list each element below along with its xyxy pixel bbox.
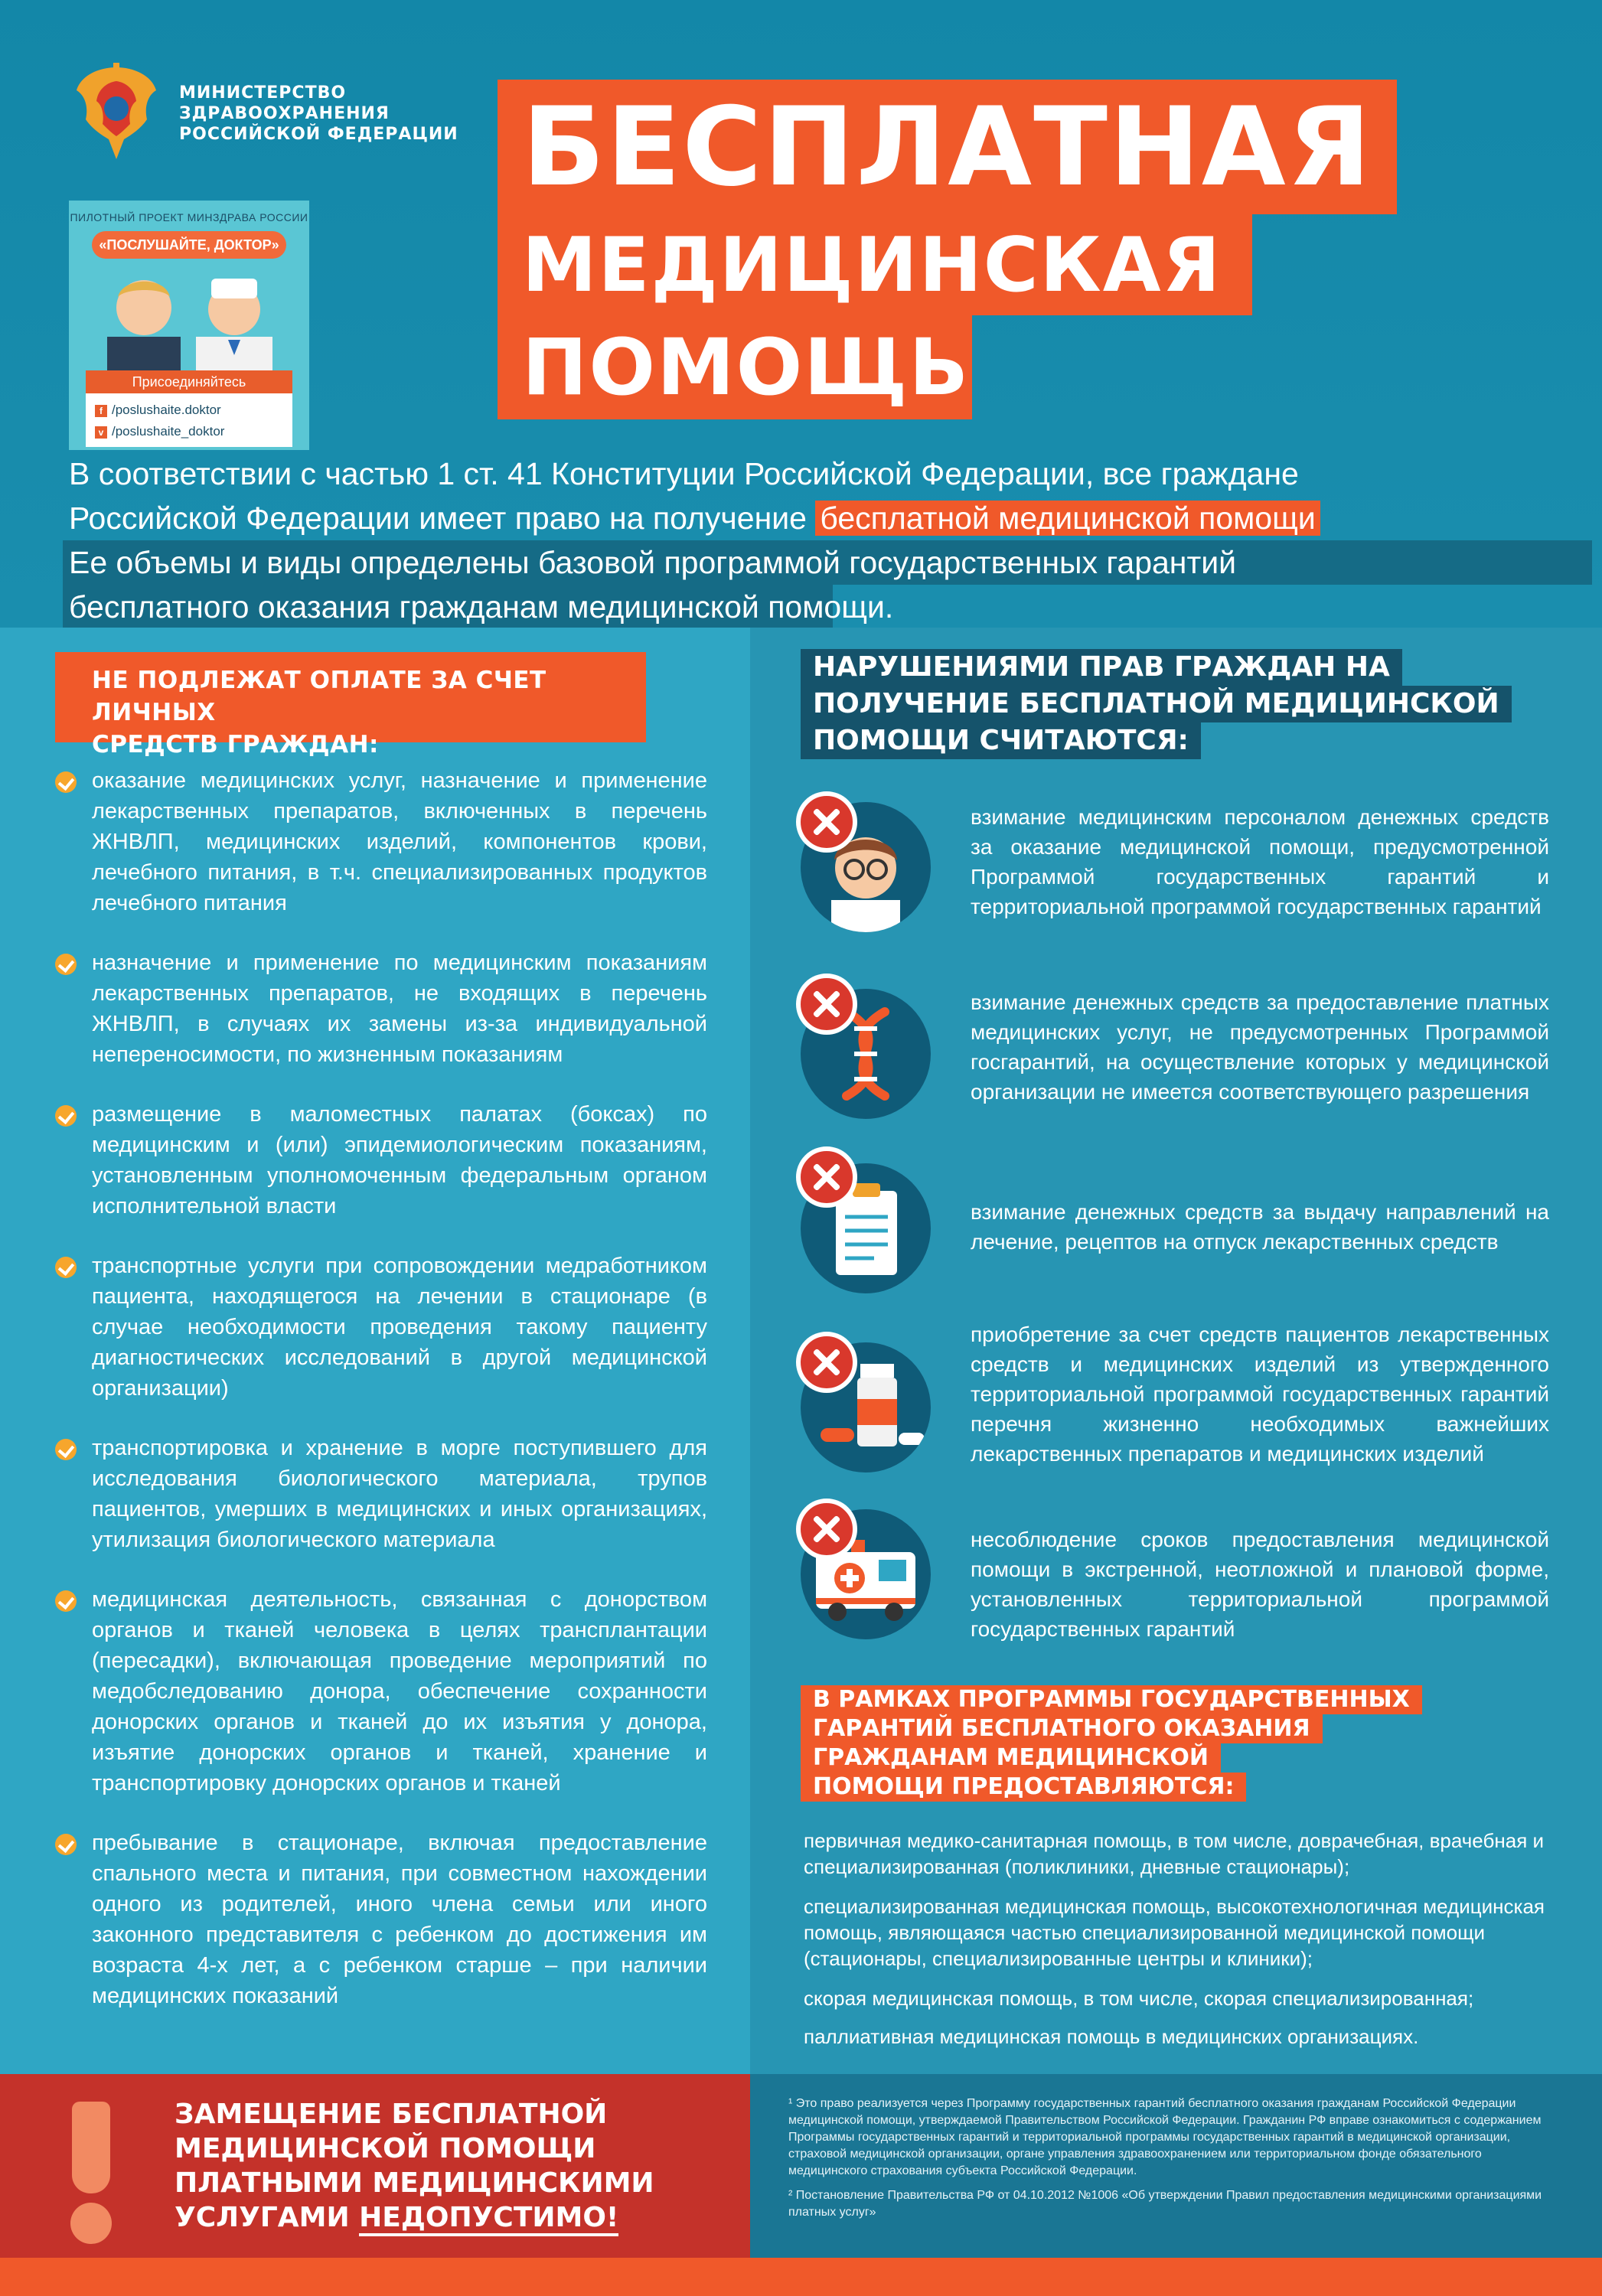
exclamation-icon (64, 2102, 118, 2239)
promo-subtitle: ПИЛОТНЫЙ ПРОЕКТ МИНЗДРАВА РОССИИ (70, 211, 308, 223)
patient-doctor-illustration (92, 263, 286, 370)
prohibited-icon (796, 974, 857, 1035)
check-icon (55, 771, 77, 793)
ministry-line-3: РОССИЙСКОЙ ФЕДЕРАЦИИ (179, 124, 458, 144)
check-icon (55, 954, 77, 975)
ministry-line-2: ЗДРАВООХРАНЕНИЯ (179, 103, 390, 123)
check-icon (55, 1834, 77, 1855)
footnotes (750, 2074, 1602, 2258)
program-item: паллиативная медицинская помощь в медицинских организациях. (804, 2025, 1419, 2048)
warning-block (0, 2074, 750, 2258)
prohibited-icon (796, 1146, 857, 1208)
program-item: скорая медицинская помощь, в том числе, скорая специализированная; (804, 1987, 1474, 2010)
intro-line-4: бесплатного оказания гражданам медицинской помощи. (63, 585, 833, 629)
list-item: назначение и применение по медицинским показаниям лекарственных препаратов, не входящих в перечень ЖНВЛП, в случаях их замены из-за индивидуальной непереносимости, по жизненным показаниям (55, 947, 707, 1070)
ministry-line-1: МИНИСТЕРСТВО (179, 83, 347, 103)
check-icon (55, 1590, 77, 1612)
violation-item-3 (801, 1157, 1551, 1310)
promo-join: Присоединяйтесь (86, 370, 292, 393)
violation-text: несоблюдение сроков предоставления медицинской помощи в экстренной, неотложной и плановой форме, установленных территориальной программой государственных гарантий (971, 1528, 1549, 1641)
list-item: размещение в маломестных палатах (боксах) по медицинским и (или) эпидемиологическим показаниям, установленным уполномоченным федеральным органом исполнительной власти (55, 1099, 707, 1221)
main-title (498, 80, 1397, 419)
header-section (0, 0, 1602, 628)
list-item: пребывание в стационаре, включая предоставление спального места и питания, при совместном нахождении одного из родителей, иного члена семьи или иного законного представителя с ребенком до достижения им возраста 4-х лет, а с ребенком старше – при наличии медицинских показаний (55, 1828, 707, 2011)
ministry-block (69, 60, 458, 167)
violation-item-4 (801, 1319, 1551, 1488)
intro-line-1: В соответствии с частью 1 ст. 41 Конституции Российской Федерации, все граждане (69, 456, 1299, 491)
violation-item-1 (801, 802, 1551, 955)
check-icon (55, 1105, 77, 1127)
footnote-2: ² Постановление Правительства РФ от 04.10.2012 №1006 «Об утверждении Правил предоставления медицинскими организациями платных услуг» (788, 2189, 1542, 2219)
violation-text: приобретение за счет средств пациентов лекарственных средств и медицинских изделий из утвержденного территориальной программой государственных гарантий перечня жизненно необходимых важнейших лекарственных препаратов и медицинских изделий (971, 1322, 1549, 1466)
list-item: транспортные услуги при сопровождении медработником пациента, находящегося на лечении в стационаре (в случае необходимости проведения такому пациенту диагностических исследований в другой медицинской организации) (55, 1251, 707, 1404)
list-item: оказание медицинских услуг, назначение и применение лекарственных препаратов, включенных в перечень ЖНВЛП, медицинских изделий, компонентов крови, лечебного питания, в т.ч. специализированных продуктов лечебного питания (55, 765, 707, 918)
list-item: медицинская деятельность, связанная с донорством органов и тканей человека в целях трансплантации (пересадки), включающая проведение мероприятий по медобследованию донора, обеспечение сохранности донорских органов и тканей до их изъятия у донора, изъятие донорских органов и тканей, хранение и транспортировку донорских органов и тканей (55, 1584, 707, 1799)
intro-text (63, 452, 1592, 629)
prohibited-icon (796, 791, 857, 853)
intro-line-2: Российской Федерации имеет право на получение бесплатной медицинской помощи (63, 496, 1592, 540)
title-line-1: БЕСПЛАТНАЯ (498, 80, 1397, 214)
promo-card (69, 201, 309, 450)
facebook-icon: f (95, 405, 107, 417)
prohibited-icon (796, 1332, 857, 1393)
free-services-list (55, 765, 707, 2040)
violation-item-2 (801, 984, 1551, 1137)
vk-link[interactable]: v /poslushaite_doktor (95, 424, 224, 439)
program-item: специализированная медицинская помощь, высокотехнологичная медицинская помощь, являющаяся частью специализированной медицинской помощи (стационары, специализированные центры и клиники); (804, 1895, 1545, 1970)
violations-heading: НАРУШЕНИЯМИ ПРАВ ГРАЖДАН НА ПОЛУЧЕНИЕ БЕСПЛАТНОЙ МЕДИЦИНСКОЙ ПОМОЩИ СЧИТАЮТСЯ: (801, 649, 1512, 759)
warning-text: ЗАМЕЩЕНИЕ БЕСПЛАТНОЙ МЕДИЦИНСКОЙ ПОМОЩИ ПЛАТНЫМИ МЕДИЦИНСКИМИ УСЛУГАМИ НЕДОПУСТИМО! (175, 2097, 654, 2235)
bottom-strip (0, 2258, 1602, 2296)
violation-text: взимание денежных средств за выдачу направлений на лечение, рецептов на отпуск лекарственных средств (971, 1200, 1549, 1254)
promo-banner: «ПОСЛУШАЙТЕ, ДОКТОР» (92, 231, 286, 259)
check-icon (55, 1257, 77, 1278)
warning-emphasis: НЕДОПУСТИМО! (359, 2202, 618, 2236)
program-item: первичная медико-санитарная помощь, в том числе, доврачебная, врачебная и специализированная (поликлиники, дневные стационары); (804, 1829, 1545, 1878)
violation-text: взимание денежных средств за предоставление платных медицинских услуг, не предусмотренных Программой госгарантий, на осуществление которых у медицинской организации не имеется соответствующего разрешения (971, 990, 1549, 1104)
coat-of-arms-icon (69, 60, 164, 167)
facebook-link[interactable]: f /poslushaite.doktor (95, 403, 221, 418)
violation-text: взимание медицинским персоналом денежных средств за оказание медицинской помощи, предусмотренной Программой государственных гарантий и территориальной программой государственных гарантий (971, 805, 1549, 918)
vk-icon: v (95, 426, 107, 439)
title-line-2: МЕДИЦИНСКАЯ (498, 214, 1252, 315)
free-services-heading: НЕ ПОДЛЕЖАТ ОПЛАТЕ ЗА СЧЕТ ЛИЧНЫХ СРЕДСТВ ГРАЖДАН: (55, 652, 646, 742)
footnote-1: ¹ Это право реализуется через Программу государственных гарантий бесплатного оказания гражданам Российской Федерации медицинской помощи, утверждаемой Правительством Российской Федерации. Гражданин РФ вправе ознакомиться с содержанием Программы государственных гарантий и территориальной программы государственных гарантий в медицинской организации, страховой медицинской организации, органе управления здравоохранением или территориальном фонде обязательного медицинского страхования субъекта Российской Федерации. (788, 2097, 1542, 2177)
check-icon (55, 1439, 77, 1460)
program-heading: В РАМКАХ ПРОГРАММЫ ГОСУДАРСТВЕННЫХ ГАРАНТИЙ БЕСПЛАТНОГО ОКАЗАНИЯ ГРАЖДАНАМ МЕДИЦИНСКОЙ ПОМОЩИ ПРЕДОСТАВЛЯЮТСЯ: (801, 1685, 1422, 1802)
list-item: транспортировка и хранение в морге поступившего для исследования биологического материала, трупов пациентов, умерших в медицинских и иных организациях, утилизация биологического материала (55, 1433, 707, 1555)
prohibited-icon (796, 1499, 857, 1560)
violation-item-5 (801, 1509, 1551, 1662)
intro-line-3: Ее объемы и виды определены базовой программой государственных гарантий (63, 540, 1592, 585)
intro-highlight: бесплатной медицинской помощи (815, 501, 1320, 536)
title-line-3: ПОМОЩЬ (498, 315, 972, 419)
